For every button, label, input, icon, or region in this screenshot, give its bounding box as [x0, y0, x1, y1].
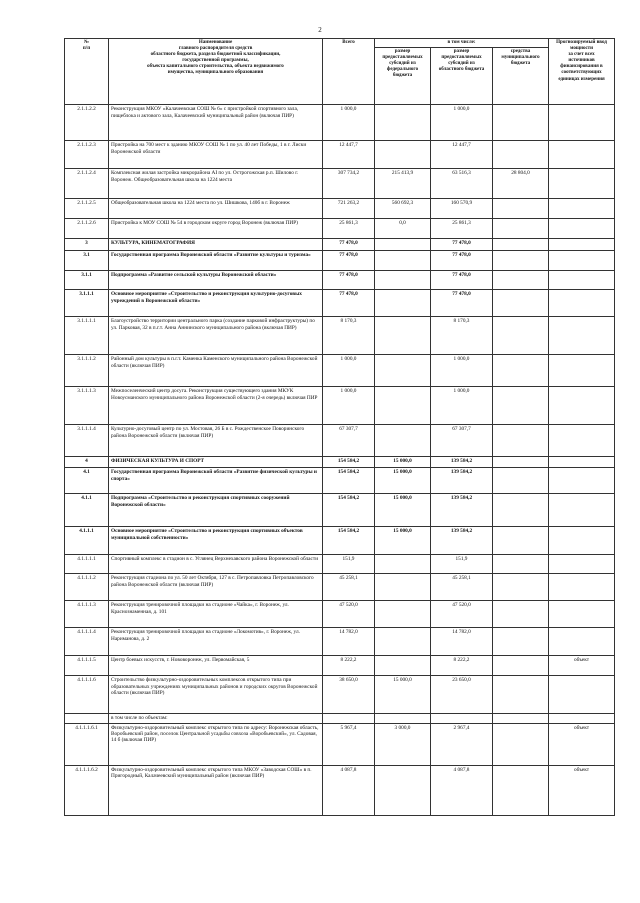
- row-name: Реконструкция стадиона по ул. 50 лет Октября, 127 в с. Петропавловка Петропавловского района Воронежской области (включая ПИР): [109, 574, 323, 601]
- table-row: [65, 714, 615, 723]
- row-regional: 14 782,0: [431, 628, 493, 656]
- row-regional: 77 478,0: [431, 239, 493, 251]
- row-total: 47 520,0: [323, 601, 375, 628]
- row-number: 2.1.1.2.5: [65, 199, 109, 219]
- row-number: 4.1.1.1.6.2: [65, 765, 109, 815]
- row-number: 4.1.1.1: [65, 527, 109, 555]
- row-capacity: [549, 628, 615, 656]
- table-row: [65, 527, 615, 555]
- row-federal: [375, 105, 431, 141]
- row-municipal: [493, 494, 549, 527]
- row-municipal: [493, 723, 549, 765]
- row-regional: 160 570,9: [431, 199, 493, 219]
- row-federal: [375, 251, 431, 271]
- row-regional: 12 447,7: [431, 141, 493, 169]
- row-regional: 77 478,0: [431, 251, 493, 271]
- page-number: 2: [318, 26, 322, 34]
- row-total: 4 087,8: [323, 765, 375, 815]
- row-total: 25 861,3: [323, 219, 375, 239]
- row-number: 2.1.1.2.2: [65, 105, 109, 141]
- table-row: [65, 290, 615, 317]
- row-municipal: [493, 290, 549, 317]
- row-capacity: [549, 555, 615, 574]
- row-name: Благоустройство территории центрального парка (создание парковой инфраструктуры) по ул. Парковая, 32 в п.г.т. Анна Аннинского муниципального района (включая ПИР): [109, 317, 323, 355]
- row-regional: 1 000,0: [431, 105, 493, 141]
- row-name: Центр боевых искусств, г. Нововоронеж, ул. Первомайская, 5: [109, 656, 323, 676]
- row-federal: [375, 239, 431, 251]
- row-municipal: [493, 574, 549, 601]
- row-total: 77 478,0: [323, 271, 375, 290]
- row-total: 12 447,7: [323, 141, 375, 169]
- row-municipal: [493, 219, 549, 239]
- row-name: Реконструкция тренировочной площадки на стадионе «Локомотив», г. Воронеж, ул. Нариманова, д. 2: [109, 628, 323, 656]
- row-municipal: [493, 251, 549, 271]
- row-number: 3.1.1.1.2: [65, 355, 109, 387]
- table-row: [65, 468, 615, 494]
- row-number: 2.1.1.2.4: [65, 169, 109, 199]
- row-capacity: [549, 387, 615, 425]
- row-federal: [375, 271, 431, 290]
- row-name: Основное мероприятие «Строительство и реконструкция культурно-досуговых учреждений в Воронежской области»: [109, 290, 323, 317]
- row-name: Общеобразовательная школа на 1224 места по ул. Шишкова, 140б в г. Воронеж: [109, 199, 323, 219]
- table-row: [65, 239, 615, 251]
- table-row: [65, 656, 615, 676]
- row-name: Государственная программа Воронежской области «Развитие физической культуры и спорта»: [109, 468, 323, 494]
- row-name: Основное мероприятие «Строительство и реконструкция спортивных объектов муниципальной собственности»: [109, 527, 323, 555]
- table-row: [65, 628, 615, 656]
- row-total: 307 734,2: [323, 169, 375, 199]
- table-row: [65, 494, 615, 527]
- row-total: 8 222,2: [323, 656, 375, 676]
- row-municipal: [493, 555, 549, 574]
- row-total: 154 584,2: [323, 468, 375, 494]
- row-municipal: [493, 105, 549, 141]
- row-total: 154 584,2: [323, 494, 375, 527]
- header-municipal: средства муниципального бюджета: [493, 48, 549, 105]
- row-name: Строительство физкультурно-оздоровительных комплексов открытого типа при образовательных учреждениях муниципальных районов и городских округов Воронежской области (включая ПИР): [109, 676, 323, 714]
- row-federal: 15 000,0: [375, 676, 431, 714]
- row-capacity: [549, 105, 615, 141]
- table-row: [65, 676, 615, 714]
- row-total: 67 307,7: [323, 425, 375, 457]
- table-row: [65, 271, 615, 290]
- row-capacity: [549, 239, 615, 251]
- row-capacity: [549, 355, 615, 387]
- row-total: 14 782,0: [323, 628, 375, 656]
- row-regional: [431, 714, 493, 723]
- row-number: 4.1.1: [65, 494, 109, 527]
- table-row: [65, 169, 615, 199]
- row-capacity: объект: [549, 656, 615, 676]
- row-regional: 77 478,0: [431, 271, 493, 290]
- row-number: 2.1.1.2.6: [65, 219, 109, 239]
- row-regional: 25 861,3: [431, 219, 493, 239]
- row-name: в том числе по объектам:: [109, 714, 323, 723]
- table-row: [65, 574, 615, 601]
- row-municipal: [493, 387, 549, 425]
- row-federal: [375, 355, 431, 387]
- row-capacity: [549, 574, 615, 601]
- row-federal: [375, 656, 431, 676]
- row-name: Межпоселенческий центр досуга. Реконструкция существующего здания МКУК Новоусманского муниципального района Воронежской области (2-я очередь) включая ПИР: [109, 387, 323, 425]
- table-row: [65, 457, 615, 468]
- row-name: КУЛЬТУРА, КИНЕМАТОГРАФИЯ: [109, 239, 323, 251]
- row-number: 3: [65, 239, 109, 251]
- row-municipal: [493, 271, 549, 290]
- row-federal: [375, 387, 431, 425]
- row-name: Культурно-досуговый центр по ул. Мостовая, 26 Б в с. Рождественское Поворинского района Воронежской области (включая ПИР): [109, 425, 323, 457]
- row-capacity: [549, 271, 615, 290]
- row-regional: 47 520,0: [431, 601, 493, 628]
- table-row: [65, 251, 615, 271]
- row-federal: [375, 601, 431, 628]
- header-name: Наименование главного распорядителя средств областного бюджета, раздела бюджетной классификации, государственной программы, объекта капитального строительства, объекта недвижимого имущества, муниципального образования: [109, 39, 323, 105]
- row-municipal: [493, 317, 549, 355]
- row-regional: 67 307,7: [431, 425, 493, 457]
- row-federal: 3 000,0: [375, 723, 431, 765]
- row-name: Комплексная жилая застройка микрорайона АI по ул. Острогожская р.п. Шилово г. Воронеж. Общеобразовательная школа на 1224 места: [109, 169, 323, 199]
- row-municipal: [493, 601, 549, 628]
- row-total: 151,9: [323, 555, 375, 574]
- row-federal: [375, 317, 431, 355]
- table-row: [65, 317, 615, 355]
- table-row: [65, 199, 615, 219]
- table-row: [65, 387, 615, 425]
- table-row: [65, 219, 615, 239]
- row-regional: 8 222,2: [431, 656, 493, 676]
- row-municipal: [493, 457, 549, 468]
- header-number: № п/п: [65, 39, 109, 105]
- row-capacity: [549, 251, 615, 271]
- row-capacity: [549, 219, 615, 239]
- row-regional: 4 087,8: [431, 765, 493, 815]
- row-municipal: [493, 355, 549, 387]
- table-row: [65, 425, 615, 457]
- row-regional: 151,9: [431, 555, 493, 574]
- row-name: Спортивный комплекс в стадион в с. Углянец Верхнехавского района Воронежской области: [109, 555, 323, 574]
- row-number: 3.1.1.1.1: [65, 317, 109, 355]
- row-name: Государственная программа Воронежской области «Развитие культуры и туризма»: [109, 251, 323, 271]
- row-name: Пристройка на 700 мест к зданию МКОУ СОШ № 1 по ул. 40 лет Победы, 1 в г. Лиски Воронежской области: [109, 141, 323, 169]
- table-row: [65, 723, 615, 765]
- row-number: 3.1.1.1.3: [65, 387, 109, 425]
- row-federal: 15 000,0: [375, 494, 431, 527]
- table-row: [65, 601, 615, 628]
- row-number: 3.1: [65, 251, 109, 271]
- row-municipal: [493, 425, 549, 457]
- row-number: 4.1: [65, 468, 109, 494]
- row-federal: 0,0: [375, 219, 431, 239]
- row-capacity: объект: [549, 765, 615, 815]
- table-row: [65, 105, 615, 141]
- row-total: 1 000,0: [323, 355, 375, 387]
- table-row: [65, 355, 615, 387]
- row-municipal: [493, 765, 549, 815]
- row-federal: 15 000,0: [375, 527, 431, 555]
- row-number: 4.1.1.1.3: [65, 601, 109, 628]
- row-capacity: [549, 169, 615, 199]
- row-capacity: [549, 714, 615, 723]
- row-name: Физкультурно-оздоровительный комплекс открытого типа по адресу: Воронежская область, Воробьевский район, поселок Центральной усадьбы совхоза «Воробьевский», ул. Садовая, 14 б (включая ПИР): [109, 723, 323, 765]
- row-total: 721 263,2: [323, 199, 375, 219]
- row-capacity: [549, 317, 615, 355]
- row-municipal: [493, 676, 549, 714]
- row-total: 5 967,4: [323, 723, 375, 765]
- row-regional: 63 516,3: [431, 169, 493, 199]
- row-regional: 139 584,2: [431, 468, 493, 494]
- row-federal: [375, 555, 431, 574]
- row-total: 1 000,0: [323, 105, 375, 141]
- row-regional: 1 000,0: [431, 355, 493, 387]
- row-federal: [375, 574, 431, 601]
- row-total: [323, 714, 375, 723]
- row-federal: [375, 141, 431, 169]
- row-regional: 8 170,3: [431, 317, 493, 355]
- row-capacity: [549, 527, 615, 555]
- row-capacity: [549, 468, 615, 494]
- row-federal: [375, 628, 431, 656]
- row-regional: 139 584,2: [431, 494, 493, 527]
- row-municipal: [493, 656, 549, 676]
- row-total: 77 478,0: [323, 290, 375, 317]
- header-capacity: Прогнозируемый ввод мощности за счет всех источников финансирования в соответствующих единицах измерения: [549, 39, 615, 105]
- row-name: Физкультурно-оздоровительный комплекс открытого типа МКОУ «Заводская СОШ» в п. Пригородный, Калачеевский муниципальный район (включая ПИР): [109, 765, 323, 815]
- row-capacity: [549, 494, 615, 527]
- row-municipal: [493, 199, 549, 219]
- header-regional: размер предоставляемых субсидий из областного бюджета: [431, 48, 493, 105]
- row-federal: [375, 425, 431, 457]
- row-name: Реконструкция МКОУ «Калачеевская СОШ № 6» с пристройкой спортивного зала, пищеблока и актового зала, Калачеевский муниципальный район (включая ПИР): [109, 105, 323, 141]
- row-regional: 77 478,0: [431, 290, 493, 317]
- row-federal: 15 000,0: [375, 457, 431, 468]
- row-municipal: [493, 141, 549, 169]
- row-federal: [375, 290, 431, 317]
- row-total: 77 478,0: [323, 251, 375, 271]
- header-total: Всего: [323, 39, 375, 105]
- row-total: 154 584,2: [323, 457, 375, 468]
- row-regional: 139 584,2: [431, 457, 493, 468]
- row-number: 4.1.1.1.6.1: [65, 723, 109, 765]
- row-regional: 2 967,4: [431, 723, 493, 765]
- investment-table: [64, 38, 615, 816]
- row-regional: 45 258,1: [431, 574, 493, 601]
- row-total: 1 000,0: [323, 387, 375, 425]
- row-municipal: [493, 714, 549, 723]
- row-federal: [375, 765, 431, 815]
- row-number: 4.1.1.1.5: [65, 656, 109, 676]
- row-total: 45 258,1: [323, 574, 375, 601]
- row-number: 4: [65, 457, 109, 468]
- row-capacity: [549, 425, 615, 457]
- header-including: в том числе:: [375, 39, 549, 48]
- row-federal: 215 413,9: [375, 169, 431, 199]
- row-capacity: [549, 457, 615, 468]
- row-number: 3.1.1: [65, 271, 109, 290]
- row-municipal: 28 804,0: [493, 169, 549, 199]
- row-total: 8 170,3: [323, 317, 375, 355]
- row-name: Районный дом культуры в п.г.т. Каменка Каменского муниципального района Воронежской области (включая ПИР): [109, 355, 323, 387]
- row-name: Пристройка к МОУ СОШ № 54 в городском округе город Воронеж (включая ПИР): [109, 219, 323, 239]
- row-federal: [375, 714, 431, 723]
- row-regional: 139 584,2: [431, 527, 493, 555]
- row-number: 3.1.1.1.4: [65, 425, 109, 457]
- row-total: 38 650,0: [323, 676, 375, 714]
- row-municipal: [493, 468, 549, 494]
- row-number: 4.1.1.1.1: [65, 555, 109, 574]
- row-number: 2.1.1.2.3: [65, 141, 109, 169]
- row-municipal: [493, 239, 549, 251]
- row-number: 4.1.1.1.2: [65, 574, 109, 601]
- row-capacity: [549, 601, 615, 628]
- table-row: [65, 141, 615, 169]
- row-name: Подпрограмма «Строительство и реконструкция спортивных сооружений Воронежской области»: [109, 494, 323, 527]
- row-municipal: [493, 527, 549, 555]
- row-capacity: [549, 141, 615, 169]
- table-row: [65, 765, 615, 815]
- row-regional: 1 000,0: [431, 387, 493, 425]
- row-number: 4.1.1.1.6: [65, 676, 109, 714]
- table-row: [65, 555, 615, 574]
- row-number: [65, 714, 109, 723]
- row-name: Реконструкция тренировочной площадки на стадионе «Чайка», г. Воронеж, ул. Краснознаменная, д. 101: [109, 601, 323, 628]
- row-regional: 23 650,0: [431, 676, 493, 714]
- row-total: 154 584,2: [323, 527, 375, 555]
- row-capacity: [549, 199, 615, 219]
- row-capacity: [549, 290, 615, 317]
- header-federal: размер предоставляемых субсидий из федерального бюджета: [375, 48, 431, 105]
- row-number: 4.1.1.1.4: [65, 628, 109, 656]
- row-federal: 560 692,3: [375, 199, 431, 219]
- table-body: [65, 105, 615, 815]
- row-capacity: [549, 676, 615, 714]
- row-name: Подпрограмма «Развитие сельской культуры Воронежской области»: [109, 271, 323, 290]
- row-capacity: объект: [549, 723, 615, 765]
- row-municipal: [493, 628, 549, 656]
- row-name: ФИЗИЧЕСКАЯ КУЛЬТУРА И СПОРТ: [109, 457, 323, 468]
- row-federal: 15 000,0: [375, 468, 431, 494]
- row-number: 3.1.1.1: [65, 290, 109, 317]
- row-total: 77 478,0: [323, 239, 375, 251]
